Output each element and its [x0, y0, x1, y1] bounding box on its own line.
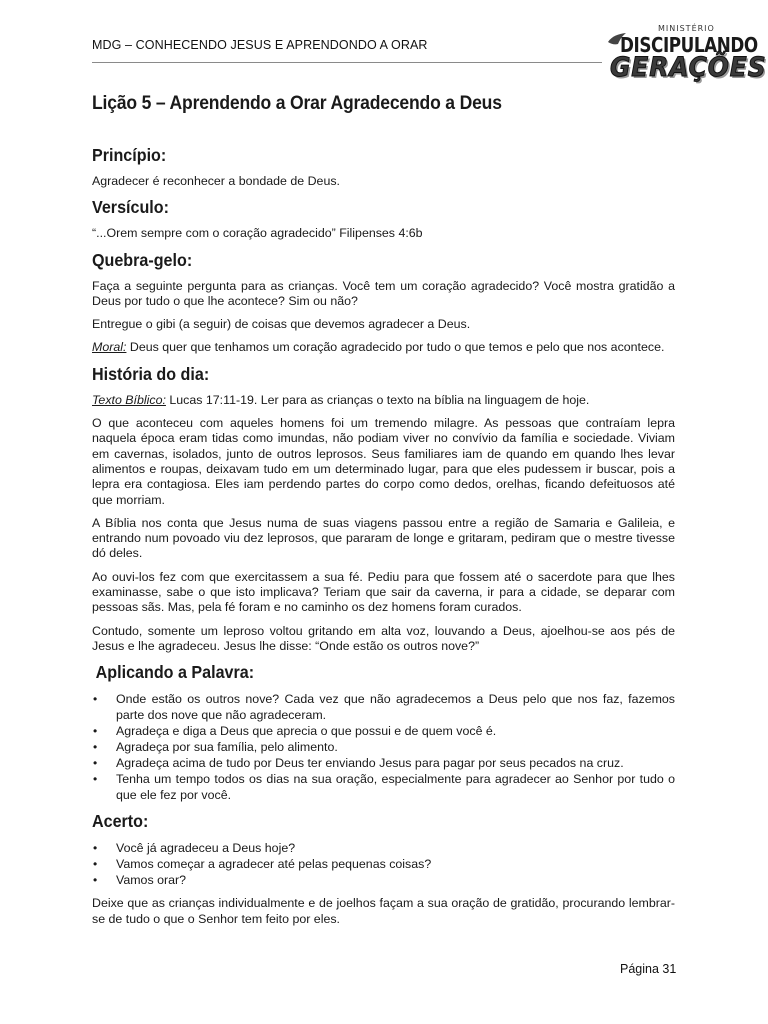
- list-item: • Onde estão os outros nove? Cada vez que não agradecemos a Deus pelo que nos faz, fazemos parte dos nove que não agradeceram.: [92, 691, 675, 723]
- list-item: • Vamos começar a agradecer até pelas pequenas coisas?: [92, 856, 675, 872]
- aplicando-list: [92, 691, 675, 803]
- lesson-title: Lição 5 – Aprendendo a Orar Agradecendo a Deus: [92, 92, 502, 114]
- acerto-closing: Deixe que as crianças individualmente e de joelhos façam a sua oração de gratidão, procurando lembrar-se de tudo o que o Senhor tem feito por eles.: [92, 896, 675, 926]
- list-item: • Vamos orar?: [92, 872, 675, 888]
- list-item: • Agradeça acima de tudo por Deus ter enviando Jesus para pagar por seus pecados na cruz.: [92, 755, 675, 771]
- section-historia: [92, 364, 675, 654]
- moral-text: Deus quer que tenhamos um coração agradecido por tudo o que temos e pelo que nos acontece.: [126, 340, 665, 355]
- logo-bottom-text: GERAÇÕES: [610, 52, 767, 83]
- section-principio: [92, 145, 675, 189]
- header-divider: [92, 62, 602, 63]
- versiculo-text: “...Orem sempre com o coração agradecido” Filipenses 4:6b: [92, 226, 423, 241]
- aplicando-heading: Aplicando a Palavra:: [95, 662, 255, 683]
- texto-biblico-paragraph: [92, 393, 675, 408]
- historia-paragraph: O que aconteceu com aqueles homens foi um tremendo milagre. As pessoas que contraíam lepra naquela época eram tidas como imundas, não podiam viver no convívio da família e sociedade. Viviam em cavernas, isolados, junto de outros leprosos. Seus familiares iam de quando em quando lhes levar alimentos e roupas, deixavam tudo em um determinado lugar, para que eles pudessem ir buscar, pois a lepra era contagiosa. Eles iam perdendo partes do corpo como dedos, orelhas, ficando defeituosos até que morriam.: [92, 416, 675, 507]
- historia-heading: História do dia:: [92, 363, 210, 384]
- header-title: MDG – CONHECENDO JESUS E APRENDONDO A ORAR: [92, 38, 428, 52]
- page-header: [92, 38, 604, 63]
- logo-mid-text: DISCIPULANDO: [620, 33, 758, 57]
- quebra-gelo-heading: Quebra-gelo:: [92, 249, 193, 270]
- section-versiculo: [92, 197, 675, 241]
- acerto-list: [92, 840, 675, 888]
- moral-label: Moral:: [92, 340, 127, 355]
- page-number: Página 31: [620, 962, 677, 976]
- acerto-heading: Acerto:: [92, 811, 149, 832]
- historia-paragraph: A Bíblia nos conta que Jesus numa de suas viagens passou entre a região de Samaria e Galileia, e entrando num povoado viu dez leprosos, que pararam de longe e gritaram, pediram que o mestre tivesse dó deles.: [92, 515, 675, 561]
- section-aplicando: [92, 662, 675, 803]
- list-item: • Agradeça e diga a Deus que aprecia o que possui e de quem você é.: [92, 723, 675, 739]
- list-item: • Tenha um tempo todos os dias na sua oração, especialmente para agradecer ao Senhor por tudo o que ele fez por você.: [92, 771, 675, 803]
- list-item: • Você já agradeceu a Deus hoje?: [92, 840, 675, 856]
- lesson-content: [92, 92, 675, 935]
- historia-paragraph: Ao ouvi-los fez com que exercitassem a sua fé. Pediu para que fossem até o sacerdote para que lhes examinasse, sabe o que isto implicava? Teriam que sair da caverna, ir para a cidade, se deparar com pessoas sãs. Mas, pela fé foram e no caminho os dez homens foram curados.: [92, 569, 675, 615]
- moral-paragraph: [92, 340, 675, 355]
- versiculo-heading: Versículo:: [92, 197, 169, 218]
- section-quebra-gelo: [92, 250, 675, 356]
- list-item: • Agradeça por sua família, pelo alimento.: [92, 739, 675, 755]
- texto-biblico-label: Texto Bíblico:: [92, 392, 166, 407]
- quebra-gelo-paragraph: Faça a seguinte pergunta para as crianças. Você tem um coração agradecido? Você mostra gratidão a Deus por tudo o que lhe acontece? Sim ou não?: [92, 278, 675, 308]
- principio-heading: Princípio:: [92, 145, 167, 165]
- historia-paragraph: Contudo, somente um leproso voltou gritando em alta voz, louvando a Deus, ajoelhou-se aos pés de Jesus e lhe agradeceu. Jesus lhe disse: “Onde estão os outros nove?”: [92, 623, 675, 653]
- quebra-gelo-paragraph: Entregue o gibi (a seguir) de coisas que devemos agradecer a Deus.: [92, 317, 471, 332]
- texto-biblico-text: Lucas 17:11-19. Ler para as crianças o texto na bíblia na linguagem de hoje.: [165, 392, 590, 407]
- ministry-logo: [606, 22, 767, 84]
- principio-text: Agradecer é reconhecer a bondade de Deus.: [92, 174, 340, 188]
- logo-top-text: MINISTÉRIO: [658, 24, 715, 33]
- section-acerto: [92, 811, 675, 927]
